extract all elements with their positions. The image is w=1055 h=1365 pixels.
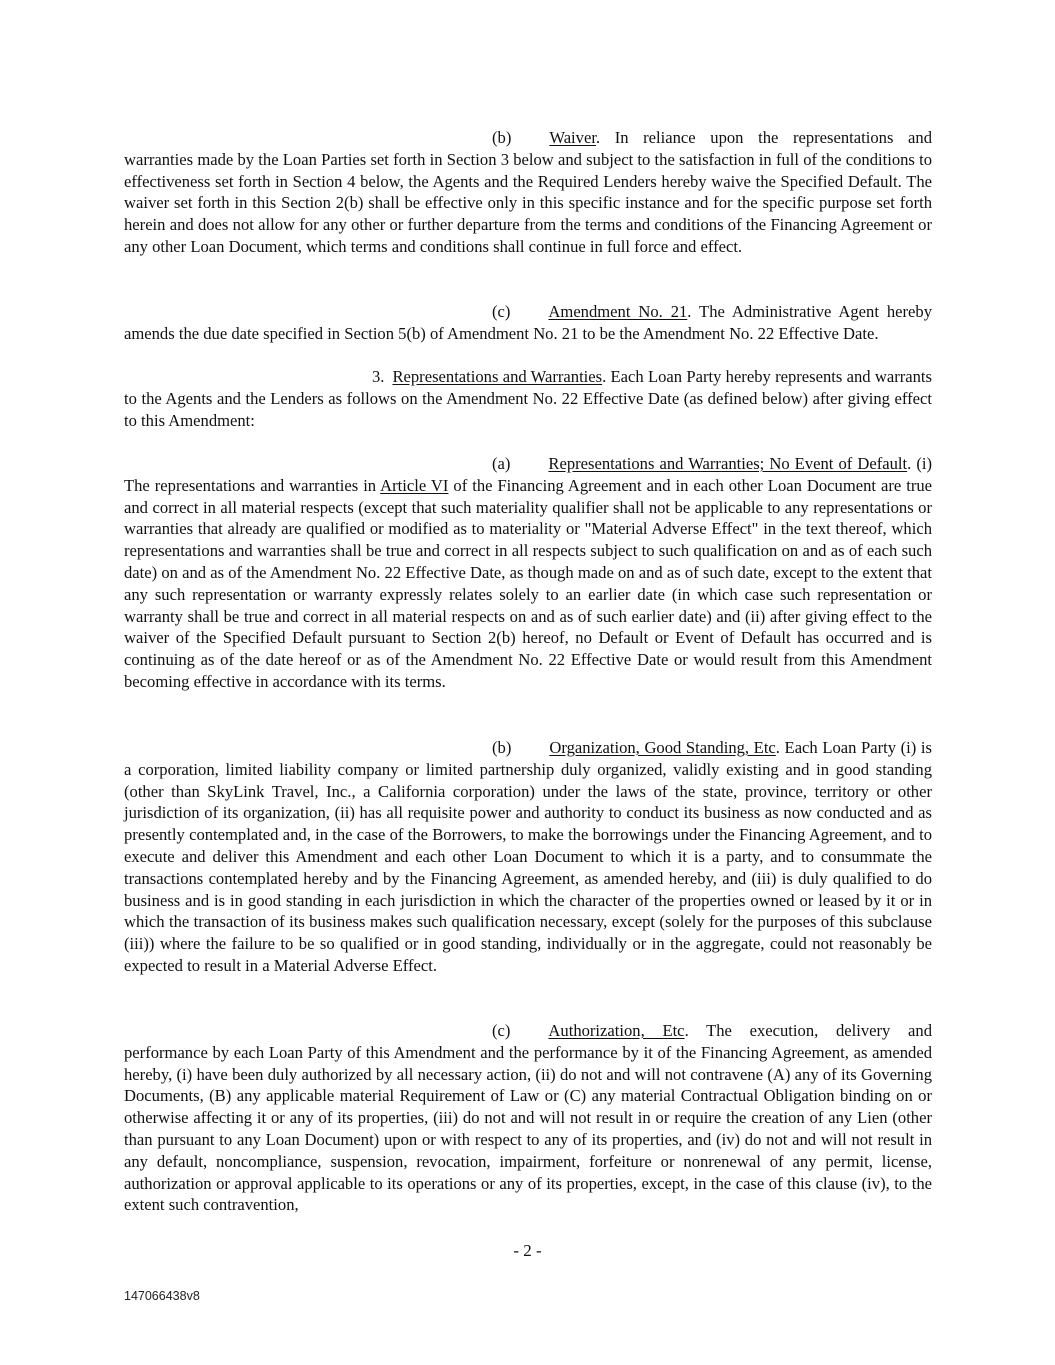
paragraph-3b-organization <box>124 737 932 977</box>
paragraph-body-post: of the Financing Agreement and in each other Loan Document are true and correct in all material respects (except that such materiality qualifier shall not be applicable to any representations or warranties that already are qualified or modified as to materiality or "Material Adverse Effect" in the text thereof, which representations and warranties shall be true and correct in all respects subject to such qualification on and as of each such date) on and as of the Amendment No. 22 Effective Date, as though made on and as of such date, except to the extent that any such representation or warranty expressly relates solely to an earlier date (in which case such representation or warranty shall be true and correct in all material respects on and as of such earlier date) and (ii) after giving effect to the waiver of the Specified Default pursuant to Section 2(b) hereof, no Default or Event of Default has occurred and is continuing as of the date hereof or as of the Amendment No. 22 Effective Date or would result from this Amendment becoming effective in accordance with its terms. <box>124 475 933 691</box>
paragraph-heading: Amendment No. 21 <box>548 302 688 321</box>
section-3-representations <box>124 366 932 431</box>
paragraph-heading: Organization, Good Standing, Etc <box>549 738 776 757</box>
paragraph-body-pre: . (i) The representations and warranties in <box>124 454 932 495</box>
paragraph-2b-waiver <box>124 127 932 258</box>
paragraph-heading: Authorization, Etc <box>548 1021 685 1040</box>
paragraph-3a-no-default <box>124 453 932 693</box>
paragraph-body: . In reliance upon the representations and warranties made by the Loan Parties set forth in Section 3 below and subject to the satisfaction in full of the conditions to effectiveness set forth in Section 4 below, the Agents and the Required Lenders hereby waive the Specified Default. The waiver set forth in this Section 2(b) shall be effective only in this specific instance and for the specific purpose set forth herein and does not allow for any other or further departure from the terms and conditions of the Financing Agreement or any other Loan Document, which terms and conditions shall continue in full force and effect. <box>124 128 932 256</box>
section-number: 3. <box>372 367 385 386</box>
paragraph-2c-amendment-21 <box>124 301 932 345</box>
section-body: . Each Loan Party hereby represents and warrants to the Agents and the Lenders as follows on the Amendment No. 22 Effective Date (as defined below) after giving effect to this Amendment: <box>124 367 932 430</box>
paragraph-label: (c) <box>492 302 511 321</box>
paragraph-label: (a) <box>492 454 511 473</box>
paragraph-3c-authorization <box>124 1020 932 1216</box>
paragraph-label: (b) <box>492 738 512 757</box>
paragraph-body: . The execution, delivery and performance by each Loan Party of this Amendment and the performance by it of the Financing Agreement, as amended hereby, (i) have been duly authorized by all necessary action, (ii) do not and will not contravene (A) any of its Governing Documents, (B) any applicable material Requirement of Law or (C) any material Contractual Obligation binding on or otherwise affecting it or any of its properties, (iii) do not and will not result in or require the creation of any Lien (other than pursuant to any Loan Document) upon or with respect to any of its properties, and (iv) do not and will not result in any default, noncompliance, suspension, revocation, impairment, forfeiture or nonrenewal of any permit, license, authorization or approval applicable to its operations or any of its properties, except, in the case of this clause (iv), to the extent such contravention, <box>124 1021 933 1215</box>
paragraph-body: . Each Loan Party (i) is a corporation, limited liability company or limited partnership duly organized, validly existing and in good standing (other than SkyLink Travel, Inc., a California corporation) under the laws of the state, province, territory or other jurisdiction of its organization, (ii) has all requisite power and authority to conduct its business as now conducted and as presently contemplated and, in the case of the Borrowers, to make the borrowings under the Financing Agreement, and to execute and deliver this Amendment and each other Loan Document to which it is a party, and to consummate the transactions contemplated hereby and by the Financing Agreement, as amended hereby, and (iii) is duly qualified to do business and is in good standing in each jurisdiction in which the character of the properties owned or leased by it or in which the transaction of its business makes such qualification necessary, except (solely for the purposes of this subclause (iii)) where the failure to be so qualified or in good standing, individually or in the aggregate, could not reasonably be expected to result in a Material Adverse Effect. <box>124 738 932 975</box>
paragraph-heading: Representations and Warranties; No Event of Default <box>548 454 908 473</box>
page-number: - 2 - <box>513 1241 542 1260</box>
article-reference: Article VI <box>380 475 449 495</box>
paragraph-label: (c) <box>492 1021 511 1040</box>
paragraph-label: (b) <box>492 128 512 147</box>
document-id: 147066438v8 <box>124 1289 200 1303</box>
paragraph-heading: Waiver <box>549 128 596 147</box>
paragraph-body: . The Administrative Agent hereby amends the due date specified in Section 5(b) of Amendment No. 21 to be the Amendment No. 22 Effective Date. <box>124 302 932 343</box>
section-heading: Representations and Warranties <box>392 367 603 386</box>
